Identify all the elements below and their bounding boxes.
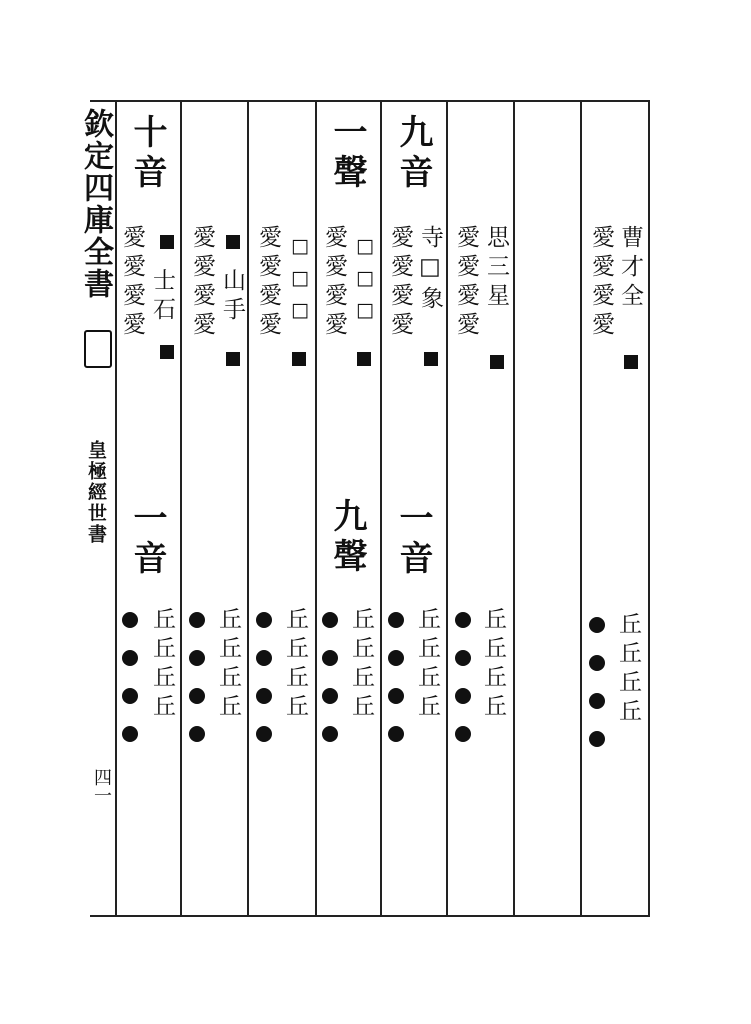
dot-marks <box>122 612 138 742</box>
dot-marks <box>388 612 404 742</box>
column-divider <box>180 100 182 915</box>
column-text: 愛愛愛愛 <box>387 225 413 341</box>
dot-marks <box>455 612 471 742</box>
column-heading: 十音 <box>127 114 167 194</box>
column-text: 愛愛愛愛 <box>321 225 347 341</box>
column-text: 士石 <box>149 268 175 326</box>
column-heading: 九音 <box>393 114 433 194</box>
filled-square-mark <box>226 352 240 366</box>
left-border <box>115 100 117 915</box>
filled-square-mark <box>624 355 638 369</box>
column-text: 丘丘丘丘 <box>215 607 241 723</box>
column-divider <box>513 100 515 915</box>
column-text: 愛愛愛愛 <box>189 225 215 341</box>
filled-square-mark <box>490 355 504 369</box>
dot-marks <box>322 612 338 742</box>
bottom-border <box>90 915 650 917</box>
column-heading: 一音 <box>393 500 433 580</box>
dot-marks <box>189 612 205 742</box>
column-heading: 一音 <box>127 500 167 580</box>
chapter-title: 皇極經世書 <box>85 440 107 545</box>
fishtail-mark <box>84 330 112 368</box>
dot-marks <box>589 617 605 747</box>
column-text: 丘丘丘丘 <box>348 607 374 723</box>
column-text: 愛愛愛愛 <box>453 225 479 341</box>
column-divider <box>380 100 382 915</box>
filled-square-mark <box>292 352 306 366</box>
column-text: 愛愛愛愛 <box>588 225 614 341</box>
column-text: 丘丘丘丘 <box>615 612 641 728</box>
column-heading: 九聲 <box>327 498 367 578</box>
column-text: 丘丘丘丘 <box>414 607 440 723</box>
column-text: 丘丘丘丘 <box>149 607 175 723</box>
column-text: 曹才全 <box>617 225 643 312</box>
column-text: 丘丘丘丘 <box>480 607 506 723</box>
filled-square-mark <box>160 235 174 249</box>
column-text: □□□ <box>354 235 376 331</box>
column-text: 思三星 <box>483 225 509 312</box>
column-text: □□□ <box>289 235 311 331</box>
column-text: 寺□象 <box>417 225 443 315</box>
filled-square-mark <box>226 235 240 249</box>
column-heading: 一聲 <box>327 114 367 194</box>
folio-number: 四一 <box>91 768 112 804</box>
column-text: 山手 <box>219 268 245 326</box>
column-text: 丘丘丘丘 <box>282 607 308 723</box>
filled-square-mark <box>424 352 438 366</box>
column-divider <box>580 100 582 915</box>
right-border <box>648 100 650 915</box>
column-text: 愛愛愛愛 <box>255 225 281 341</box>
column-divider <box>247 100 249 915</box>
dot-marks <box>256 612 272 742</box>
column-text: 愛愛愛愛 <box>119 225 145 341</box>
column-divider <box>446 100 448 915</box>
filled-square-mark <box>160 345 174 359</box>
filled-square-mark <box>357 352 371 366</box>
column-divider <box>315 100 317 915</box>
book-title: 欽定四庫全書 <box>78 108 113 300</box>
top-border <box>90 100 650 102</box>
